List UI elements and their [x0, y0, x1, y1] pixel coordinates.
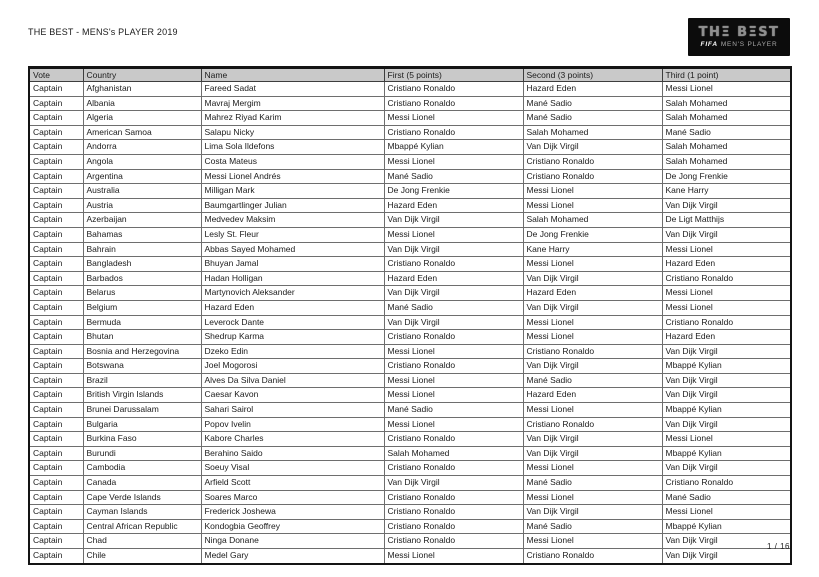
table-cell: Salah Mohamed [662, 96, 791, 111]
table-cell: Messi Lionel [384, 154, 523, 169]
table-cell: Milligan Mark [201, 184, 384, 199]
table-row [29, 96, 791, 111]
table-cell: Cristiano Ronaldo [662, 315, 791, 330]
table-cell: Messi Lionel [523, 490, 662, 505]
table-cell: Van Dijk Virgil [523, 432, 662, 447]
table-cell: Andorra [83, 140, 201, 155]
table-cell: British Virgin Islands [83, 388, 201, 403]
table-cell: Van Dijk Virgil [662, 549, 791, 564]
page-title: THE BEST - MENS's PLAYER 2019 [28, 27, 178, 37]
table-cell: Dzeko Edin [201, 344, 384, 359]
table-cell: Bhutan [83, 330, 201, 345]
table-cell: Messi Lionel [662, 505, 791, 520]
table-cell: Cristiano Ronaldo [384, 96, 523, 111]
table-row [29, 169, 791, 184]
table-cell: Van Dijk Virgil [523, 300, 662, 315]
table-cell: Messi Lionel [523, 461, 662, 476]
table-cell: Messi Lionel [384, 388, 523, 403]
table-cell: Van Dijk Virgil [523, 446, 662, 461]
table-cell: Salah Mohamed [662, 111, 791, 126]
table-cell: Joel Mogorosi [201, 359, 384, 374]
table-cell: Mané Sadio [662, 125, 791, 140]
table-cell: Van Dijk Virgil [384, 315, 523, 330]
table-cell: Angola [83, 154, 201, 169]
column-header: Third (1 point) [662, 68, 791, 82]
table-header-row [29, 68, 791, 82]
table-cell: Belarus [83, 286, 201, 301]
table-cell: Van Dijk Virgil [662, 198, 791, 213]
table-row [29, 213, 791, 228]
table-cell: Cristiano Ronaldo [384, 432, 523, 447]
column-header: First (5 points) [384, 68, 523, 82]
table-cell: Captain [29, 125, 83, 140]
table-cell: Leverock Dante [201, 315, 384, 330]
table-cell: Messi Lionel [384, 111, 523, 126]
table-cell: Captain [29, 344, 83, 359]
table-cell: Van Dijk Virgil [662, 388, 791, 403]
table-cell: Brazil [83, 373, 201, 388]
table-cell: Bermuda [83, 315, 201, 330]
table-cell: Captain [29, 96, 83, 111]
table-cell: Hadan Holligan [201, 271, 384, 286]
table-row [29, 373, 791, 388]
table-cell: Mané Sadio [523, 96, 662, 111]
table-cell: Cristiano Ronaldo [384, 330, 523, 345]
table-cell: Captain [29, 519, 83, 534]
table-cell: Ninga Donane [201, 534, 384, 549]
table-cell: Shedrup Karma [201, 330, 384, 345]
table-cell: Burkina Faso [83, 432, 201, 447]
logo-wordmark: THΞ BΞST [698, 25, 780, 40]
table-cell: Kane Harry [662, 184, 791, 199]
table-cell: Mbappé Kylian [662, 446, 791, 461]
table-row [29, 286, 791, 301]
table-cell: Algeria [83, 111, 201, 126]
table-cell: Cristiano Ronaldo [384, 125, 523, 140]
table-cell: Austria [83, 198, 201, 213]
table-cell: Van Dijk Virgil [384, 476, 523, 491]
table-cell: Cristiano Ronaldo [662, 271, 791, 286]
table-row [29, 446, 791, 461]
table-row [29, 403, 791, 418]
table-cell: Van Dijk Virgil [384, 213, 523, 228]
table-row [29, 111, 791, 126]
column-header: Vote [29, 68, 83, 82]
column-header: Country [83, 68, 201, 82]
table-cell: Captain [29, 446, 83, 461]
table-cell: Van Dijk Virgil [662, 344, 791, 359]
table-cell: Hazard Eden [523, 388, 662, 403]
table-cell: Messi Lionel [523, 184, 662, 199]
table-row [29, 271, 791, 286]
table-cell: Van Dijk Virgil [662, 227, 791, 242]
table-cell: Van Dijk Virgil [662, 373, 791, 388]
table-cell: Captain [29, 169, 83, 184]
table-cell: Van Dijk Virgil [662, 534, 791, 549]
table-cell: Hazard Eden [523, 82, 662, 97]
table-cell: Hazard Eden [523, 286, 662, 301]
table-cell: Medvedev Maksim [201, 213, 384, 228]
fifa-brand-label: FIFA [700, 41, 718, 48]
table-row [29, 125, 791, 140]
table-row [29, 519, 791, 534]
table-cell: Messi Lionel [662, 432, 791, 447]
table-cell: Popov Ivelin [201, 417, 384, 432]
table-cell: Brunei Darussalam [83, 403, 201, 418]
table-row [29, 388, 791, 403]
table-cell: Berahino Saido [201, 446, 384, 461]
table-cell: Mané Sadio [523, 373, 662, 388]
table-cell: Mané Sadio [523, 476, 662, 491]
table-cell: Salah Mohamed [523, 213, 662, 228]
table-row [29, 154, 791, 169]
table-cell: Medel Gary [201, 549, 384, 564]
table-row [29, 461, 791, 476]
table-cell: Mbappé Kylian [662, 359, 791, 374]
table-cell: Van Dijk Virgil [662, 417, 791, 432]
table-cell: Cristiano Ronaldo [384, 359, 523, 374]
table-cell: Sahari Sairol [201, 403, 384, 418]
table-cell: Captain [29, 300, 83, 315]
table-cell: Cambodia [83, 461, 201, 476]
table-cell: Bangladesh [83, 257, 201, 272]
table-cell: Soeuy Visal [201, 461, 384, 476]
table-cell: Messi Lionel [523, 330, 662, 345]
table-row [29, 184, 791, 199]
table-cell: Van Dijk Virgil [523, 140, 662, 155]
table-cell: Captain [29, 213, 83, 228]
table-cell: De Jong Frenkie [662, 169, 791, 184]
table-row [29, 198, 791, 213]
table-cell: Mbappé Kylian [384, 140, 523, 155]
table-cell: Salah Mohamed [523, 125, 662, 140]
table-cell: Messi Lionel [384, 227, 523, 242]
table-cell: Bahamas [83, 227, 201, 242]
table-row [29, 344, 791, 359]
table-cell: Martynovich Aleksander [201, 286, 384, 301]
table-cell: Chile [83, 549, 201, 564]
table-cell: Mané Sadio [384, 403, 523, 418]
table-cell: Hazard Eden [384, 271, 523, 286]
table-cell: Captain [29, 330, 83, 345]
table-cell: Cristiano Ronaldo [384, 519, 523, 534]
table-cell: Van Dijk Virgil [384, 242, 523, 257]
table-cell: Burundi [83, 446, 201, 461]
table-cell: Cristiano Ronaldo [523, 154, 662, 169]
table-cell: Mané Sadio [662, 490, 791, 505]
table-cell: Cape Verde Islands [83, 490, 201, 505]
table-cell: Hazard Eden [201, 300, 384, 315]
table-cell: Belgium [83, 300, 201, 315]
table-cell: Messi Lionel Andrés [201, 169, 384, 184]
table-cell: Captain [29, 549, 83, 564]
table-cell: Abbas Sayed Mohamed [201, 242, 384, 257]
table-cell: Captain [29, 242, 83, 257]
table-cell: Van Dijk Virgil [523, 359, 662, 374]
table-cell: Lesly St. Fleur [201, 227, 384, 242]
table-cell: Cristiano Ronaldo [384, 82, 523, 97]
table-cell: Salah Mohamed [384, 446, 523, 461]
table-cell: Botswana [83, 359, 201, 374]
table-cell: Captain [29, 403, 83, 418]
table-cell: Messi Lionel [523, 257, 662, 272]
table-cell: Mané Sadio [523, 519, 662, 534]
table-cell: Lima Sola Ildefons [201, 140, 384, 155]
table-row [29, 257, 791, 272]
table-cell: Kabore Charles [201, 432, 384, 447]
table-cell: Messi Lionel [384, 373, 523, 388]
table-cell: Messi Lionel [384, 417, 523, 432]
table-cell: Captain [29, 476, 83, 491]
table-cell: Captain [29, 111, 83, 126]
table-row [29, 476, 791, 491]
table-cell: Cristiano Ronaldo [523, 169, 662, 184]
table-cell: Cristiano Ronaldo [523, 417, 662, 432]
table-cell: Captain [29, 359, 83, 374]
table-cell: Costa Mateus [201, 154, 384, 169]
table-cell: Salah Mohamed [662, 140, 791, 155]
table-cell: Messi Lionel [523, 198, 662, 213]
table-cell: Fareed Sadat [201, 82, 384, 97]
table-cell: Captain [29, 271, 83, 286]
table-cell: Hazard Eden [662, 257, 791, 272]
voting-results-table [28, 66, 792, 565]
table-row [29, 82, 791, 97]
table-row [29, 242, 791, 257]
table-cell: Captain [29, 373, 83, 388]
table-cell: Cristiano Ronaldo [662, 476, 791, 491]
table-cell: Cristiano Ronaldo [384, 490, 523, 505]
table-cell: De Ligt Matthijs [662, 213, 791, 228]
table-cell: Messi Lionel [662, 242, 791, 257]
table-cell: Captain [29, 227, 83, 242]
table-cell: Bulgaria [83, 417, 201, 432]
table-cell: De Jong Frenkie [523, 227, 662, 242]
table-cell: Chad [83, 534, 201, 549]
table-cell: Messi Lionel [662, 286, 791, 301]
table-cell: Van Dijk Virgil [523, 271, 662, 286]
table-cell: Kane Harry [523, 242, 662, 257]
logo-subtitle [701, 41, 778, 48]
table-row [29, 330, 791, 345]
table-cell: Mané Sadio [523, 111, 662, 126]
table-cell: Messi Lionel [662, 82, 791, 97]
table-cell: Alves Da Silva Daniel [201, 373, 384, 388]
table-cell: Mané Sadio [384, 300, 523, 315]
table-cell: Van Dijk Virgil [384, 286, 523, 301]
table-cell: Captain [29, 432, 83, 447]
table-cell: Salapu Nicky [201, 125, 384, 140]
table-cell: Captain [29, 286, 83, 301]
fifa-the-best-logo [688, 18, 790, 56]
table-cell: Mavraj Mergim [201, 96, 384, 111]
table-cell: Captain [29, 257, 83, 272]
table-cell: Messi Lionel [384, 344, 523, 359]
table-cell: Bhuyan Jamal [201, 257, 384, 272]
table-cell: Salah Mohamed [662, 154, 791, 169]
table-cell: Hazard Eden [384, 198, 523, 213]
table-cell: De Jong Frenkie [384, 184, 523, 199]
column-header: Name [201, 68, 384, 82]
table-row [29, 505, 791, 520]
table-cell: Barbados [83, 271, 201, 286]
table-cell: Mbappé Kylian [662, 519, 791, 534]
table-cell: Azerbaijan [83, 213, 201, 228]
table-cell: Messi Lionel [523, 315, 662, 330]
table-cell: Kondogbia Geoffrey [201, 519, 384, 534]
table-cell: Van Dijk Virgil [523, 505, 662, 520]
table-cell: Mané Sadio [384, 169, 523, 184]
table-cell: Captain [29, 140, 83, 155]
table-row [29, 359, 791, 374]
page-number: 1 / 16 [766, 542, 790, 551]
table-cell: Argentina [83, 169, 201, 184]
table-cell: Baumgartlinger Julian [201, 198, 384, 213]
column-header: Second (3 points) [523, 68, 662, 82]
table-cell: Afghanistan [83, 82, 201, 97]
table-cell: Mbappé Kylian [662, 403, 791, 418]
table-cell: Captain [29, 534, 83, 549]
table-body [29, 82, 791, 564]
table-cell: Cayman Islands [83, 505, 201, 520]
table-row [29, 432, 791, 447]
table-cell: Captain [29, 505, 83, 520]
table-cell: Messi Lionel [523, 534, 662, 549]
table-cell: Captain [29, 184, 83, 199]
table-row [29, 490, 791, 505]
table-cell: Captain [29, 388, 83, 403]
table-cell: Cristiano Ronaldo [384, 505, 523, 520]
table-cell: Bahrain [83, 242, 201, 257]
table-cell: Canada [83, 476, 201, 491]
table-cell: Messi Lionel [523, 403, 662, 418]
table-cell: Frederick Joshewa [201, 505, 384, 520]
table-cell: Australia [83, 184, 201, 199]
table-cell: Central African Republic [83, 519, 201, 534]
table-cell: Cristiano Ronaldo [384, 257, 523, 272]
table-cell: Albania [83, 96, 201, 111]
table-cell: Captain [29, 490, 83, 505]
table-cell: Soares Marco [201, 490, 384, 505]
table-cell: Arfield Scott [201, 476, 384, 491]
table-cell: Cristiano Ronaldo [384, 534, 523, 549]
table-cell: Cristiano Ronaldo [384, 461, 523, 476]
table-cell: American Samoa [83, 125, 201, 140]
table-cell: Captain [29, 198, 83, 213]
table-cell: Messi Lionel [384, 549, 523, 564]
table-cell: Hazard Eden [662, 330, 791, 345]
table-row [29, 315, 791, 330]
table-cell: Captain [29, 417, 83, 432]
table-cell: Van Dijk Virgil [662, 461, 791, 476]
table-cell: Captain [29, 82, 83, 97]
table-row [29, 417, 791, 432]
table-cell: Cristiano Ronaldo [523, 344, 662, 359]
table-cell: Messi Lionel [662, 300, 791, 315]
table-row [29, 300, 791, 315]
logo-subtitle-text: MEN'S PLAYER [720, 41, 778, 48]
table-cell: Bosnia and Herzegovina [83, 344, 201, 359]
table-cell: Caesar Kavon [201, 388, 384, 403]
table-cell: Cristiano Ronaldo [523, 549, 662, 564]
table-cell: Captain [29, 154, 83, 169]
table-cell: Captain [29, 315, 83, 330]
table-row [29, 227, 791, 242]
table-cell: Mahrez Riyad Karim [201, 111, 384, 126]
table-cell: Captain [29, 461, 83, 476]
table-row [29, 140, 791, 155]
